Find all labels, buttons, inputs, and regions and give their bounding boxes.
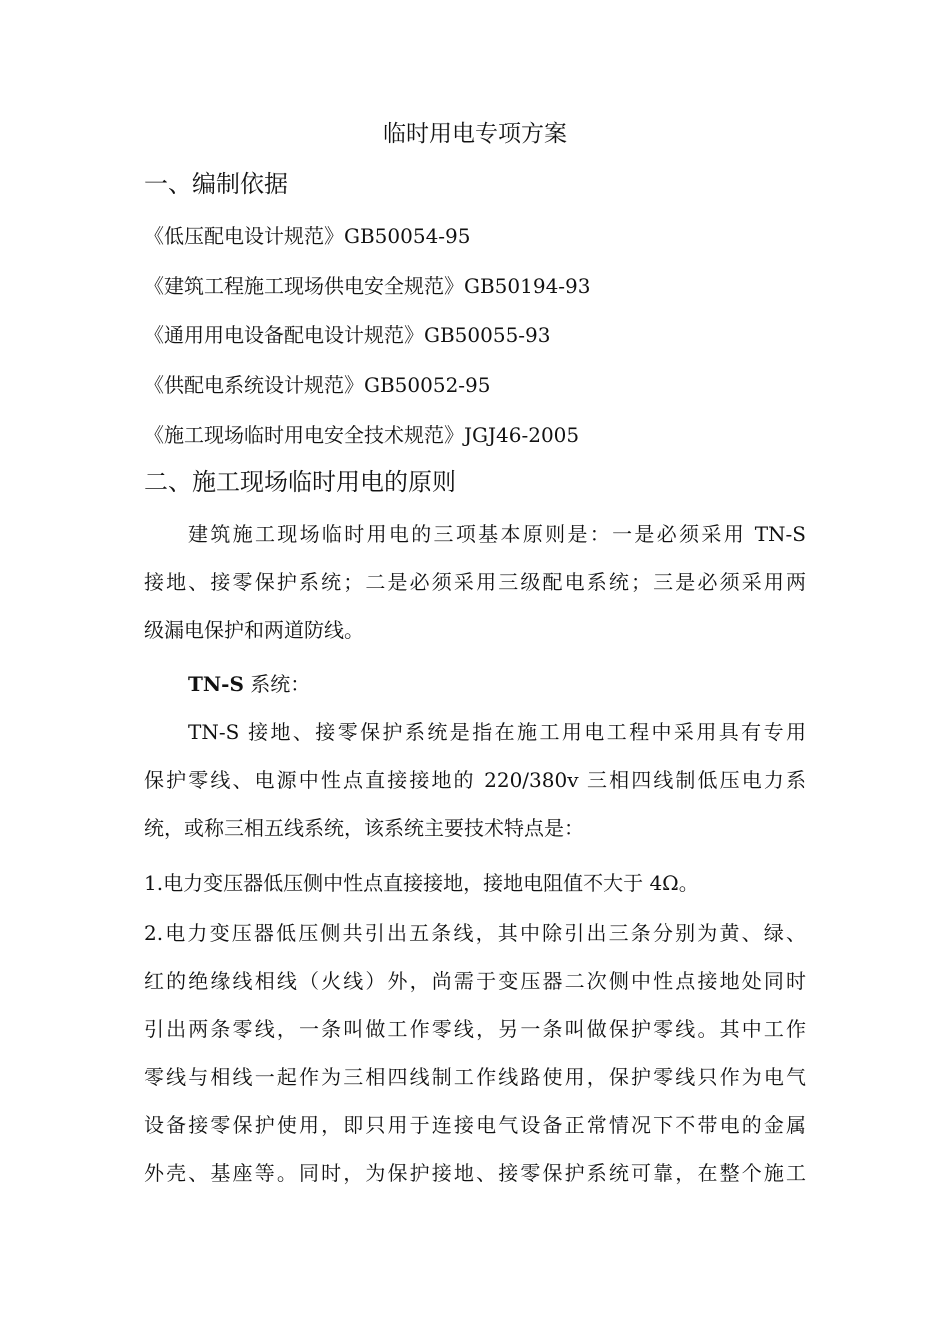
paragraph-line: 零线与相线一起作为三相四线制工作线路使用，保护零线只作为电气 — [144, 1065, 806, 1089]
reference-item: 《低压配电设计规范》GB50054-95 — [144, 224, 471, 248]
paragraph-line: 外壳、基座等。同时，为保护接地、接零保护系统可靠，在整个施工 — [144, 1161, 806, 1185]
list-item-2 — [144, 909, 806, 1197]
paragraph-line: 红的绝缘线相线（火线）外，尚需于变压器二次侧中性点接地处同时 — [144, 969, 806, 993]
section-heading-basis: 一、编制依据 — [144, 170, 288, 198]
subheading-bold-text: TN-S — [188, 672, 244, 696]
list-item-1: 1.电力变压器低压侧中性点直接接地，接地电阻值不大于 4Ω。 — [144, 871, 699, 895]
subheading-text: 系统： — [243, 672, 311, 696]
paragraph-line: 保护零线、电源中性点直接接地的 220/380v 三相四线制低压电力系 — [144, 768, 806, 792]
document-title: 临时用电专项方案 — [383, 121, 567, 147]
paragraph-line: 接地、接零保护系统；二是必须采用三级配电系统；三是必须采用两 — [144, 570, 806, 594]
paragraph-line: 统，或称三相五线系统，该系统主要技术特点是： — [144, 816, 584, 840]
reference-item: 《通用用电设备配电设计规范》GB50055-93 — [144, 323, 551, 347]
reference-item: 《施工现场临时用电安全技术规范》JGJ46-2005 — [144, 423, 580, 447]
paragraph-line: 引出两条零线，一条叫做工作零线，另一条叫做保护零线。其中工作 — [144, 1017, 806, 1041]
paragraph-line: TN-S 接地、接零保护系统是指在施工用电工程中采用具有专用 — [188, 720, 806, 744]
reference-item: 《供配电系统设计规范》GB50052-95 — [144, 373, 491, 397]
section-heading-principles: 二、施工现场临时用电的原则 — [144, 468, 456, 496]
paragraph-line: 级漏电保护和两道防线。 — [144, 618, 364, 642]
reference-item: 《建筑工程施工现场供电安全规范》GB50194-93 — [144, 274, 591, 298]
paragraph-tns-description — [144, 708, 806, 852]
paragraph-principles — [144, 510, 806, 654]
subheading-tns — [188, 662, 310, 706]
paragraph-line: 建筑施工现场临时用电的三项基本原则是：一是必须采用 TN-S — [188, 522, 806, 546]
paragraph-line: 设备接零保护使用，即只用于连接电气设备正常情况下不带电的金属 — [144, 1113, 806, 1137]
paragraph-line: 2.电力变压器低压侧共引出五条线，其中除引出三条分别为黄、绿、 — [144, 921, 806, 945]
